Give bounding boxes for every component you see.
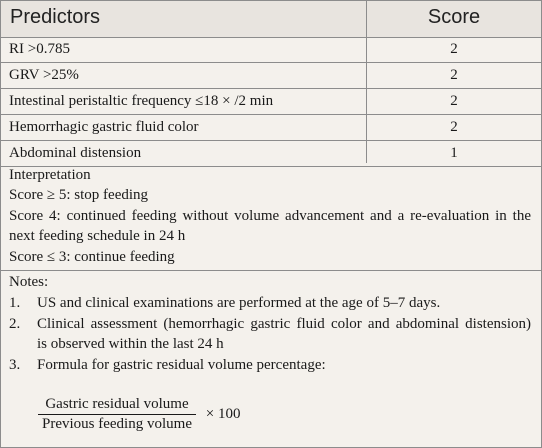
formula-numerator: Gastric residual volume xyxy=(45,396,189,412)
note-number: 2. xyxy=(9,316,21,332)
gastric-residual-formula xyxy=(38,396,240,433)
header-score: Score xyxy=(427,6,481,28)
score-cell: 2 xyxy=(450,93,458,109)
interpretation-title: Interpretation xyxy=(9,167,91,183)
predictor-cell: GRV >25% xyxy=(9,67,79,83)
predictor-cell: RI >0.785 xyxy=(9,41,70,57)
notes-title: Notes: xyxy=(9,274,49,290)
table-row xyxy=(1,89,541,115)
notes-section xyxy=(1,271,541,447)
predictor-cell: Hemorrhagic gastric fluid color xyxy=(9,119,199,135)
table-row xyxy=(1,37,541,63)
interpretation-line: Score ≥ 5: stop feeding xyxy=(9,187,149,203)
predictor-cell: Intestinal peristaltic frequency ≤18 × /2 min xyxy=(9,93,274,109)
table-row xyxy=(1,63,541,89)
header-predictors: Predictors xyxy=(10,6,101,28)
note-text: Formula for gastric residual volume percentage: xyxy=(37,357,326,373)
predictor-cell: Abdominal distension xyxy=(9,145,142,161)
table-row xyxy=(1,115,541,141)
formula-denominator: Previous feeding volume xyxy=(42,416,192,432)
fraction-bar xyxy=(38,414,196,415)
note-number: 3. xyxy=(9,357,21,373)
interpretation-section xyxy=(1,163,541,271)
interpretation-line: Score 4: continued feeding without volume advancement and a re-evaluation in the xyxy=(9,208,531,224)
note-text: Clinical assessment (hemorrhagic gastric fluid color and abdominal distension) xyxy=(37,316,531,332)
score-cell: 1 xyxy=(450,145,458,161)
note-text: US and clinical examinations are performed at the age of 5–7 days. xyxy=(37,295,441,311)
score-cell: 2 xyxy=(450,41,458,57)
note-text: is observed within the last 24 h xyxy=(37,336,224,352)
interpretation-line: Score ≤ 3: continue feeding xyxy=(9,249,175,265)
formula-multiplier: × 100 xyxy=(205,406,241,422)
interpretation-line: next feeding schedule in 24 h xyxy=(9,228,186,244)
note-number: 1. xyxy=(9,295,21,311)
score-cell: 2 xyxy=(450,119,458,135)
score-cell: 2 xyxy=(450,67,458,83)
table-header xyxy=(1,1,541,38)
